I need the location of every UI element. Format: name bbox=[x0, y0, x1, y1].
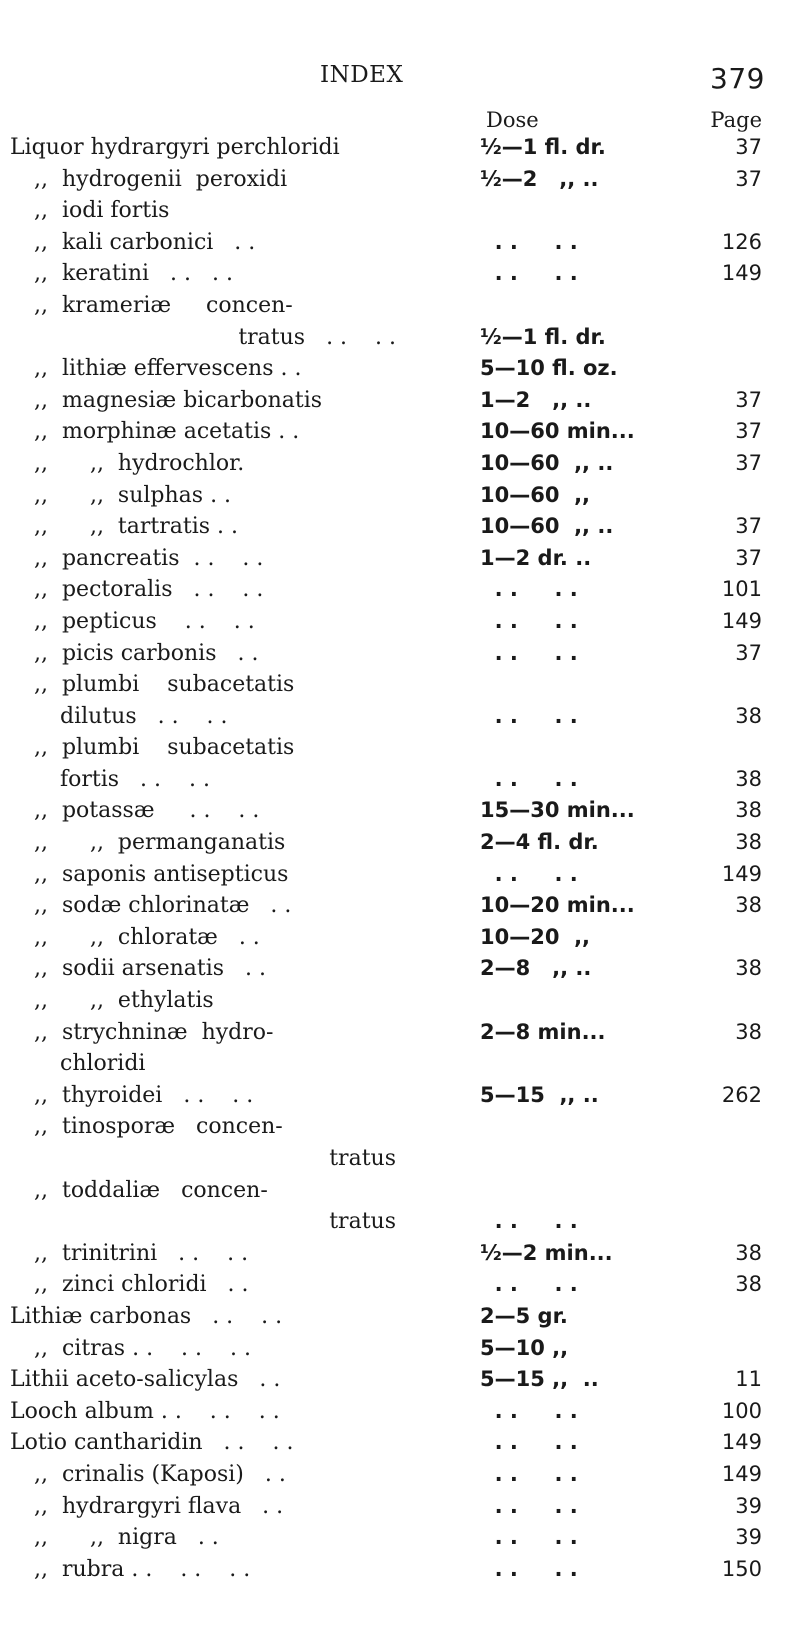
entry-page: 38 bbox=[735, 1019, 762, 1044]
entry-name: ,, pancreatis . . . . bbox=[34, 545, 264, 571]
entry-dose: 10—60 ,, .. bbox=[480, 450, 614, 475]
entry-page: 37 bbox=[735, 514, 762, 539]
entry-dose: . . . . bbox=[480, 1398, 578, 1423]
entry-name: ,, crinalis (Kaposi) . . bbox=[34, 1461, 286, 1487]
entry-dose: . . . . bbox=[480, 766, 578, 791]
index-row bbox=[0, 448, 800, 480]
entry-name: ,, plumbi subacetatis bbox=[34, 735, 295, 761]
entry-page: 38 bbox=[735, 1240, 762, 1265]
entry-name: ,, zinci chloridi . . bbox=[34, 1272, 249, 1298]
entry-name: ,, rubra . . . . . . bbox=[34, 1556, 251, 1582]
entry-dose: . . . . bbox=[480, 577, 578, 602]
index-row bbox=[0, 1238, 800, 1270]
entry-page: 37 bbox=[735, 450, 762, 475]
entry-dose: . . . . bbox=[480, 1461, 578, 1486]
index-row bbox=[0, 290, 800, 322]
index-row bbox=[0, 1175, 800, 1207]
entry-dose: 1—2 ,, .. bbox=[480, 387, 592, 412]
entry-page: 38 bbox=[735, 893, 762, 918]
entry-dose: 10—20 ,, bbox=[480, 924, 591, 949]
index-row bbox=[0, 1080, 800, 1112]
entry-name: ,, ,, tartratis . . bbox=[34, 514, 239, 540]
entry-name: ,, pectoralis . . . . bbox=[34, 577, 264, 603]
index-row bbox=[0, 1522, 800, 1554]
entry-dose: 5—15 ,, .. bbox=[480, 1082, 599, 1107]
entry-page: 37 bbox=[735, 419, 762, 444]
entry-page: 262 bbox=[721, 1082, 762, 1107]
index-row bbox=[0, 543, 800, 575]
index-row bbox=[0, 353, 800, 385]
entry-name: ,, tinosporæ concen- bbox=[34, 1114, 283, 1140]
entry-dose: 5—10 fl. oz. bbox=[480, 356, 618, 381]
entry-name: ,, trinitrini . . . . bbox=[34, 1240, 249, 1266]
entry-dose: 2—8 ,, .. bbox=[480, 956, 592, 981]
entry-name: ,, saponis antisepticus bbox=[34, 861, 289, 887]
entry-dose: . . . . bbox=[480, 1556, 578, 1581]
entry-name: ,, strychninæ hydro- bbox=[34, 1019, 274, 1045]
entry-name: ,, magnesiæ bicarbonatis bbox=[34, 387, 323, 413]
entry-name: tratus bbox=[329, 1146, 396, 1171]
index-row bbox=[0, 1206, 800, 1238]
entry-dose: 10—60 ,, .. bbox=[480, 514, 614, 539]
entry-name: ,, krameriæ concen- bbox=[34, 292, 293, 318]
index-row bbox=[0, 1111, 800, 1143]
entry-page: 38 bbox=[735, 956, 762, 981]
entry-name: ,, hydrogenii peroxidi bbox=[34, 166, 288, 192]
entry-name: tratus . . . . bbox=[238, 324, 396, 350]
entry-page: 150 bbox=[721, 1556, 762, 1581]
index-row bbox=[0, 164, 800, 196]
index-row bbox=[0, 764, 800, 796]
entry-name: Lithii aceto-salicylas . . bbox=[10, 1367, 281, 1393]
entry-dose: 10—20 min... bbox=[480, 893, 635, 918]
entry-page: 149 bbox=[721, 1461, 762, 1486]
entry-name: ,, ,, hydrochlor. bbox=[34, 450, 245, 476]
index-row bbox=[0, 701, 800, 733]
entry-dose: . . . . bbox=[480, 1209, 578, 1234]
entry-dose: 15—30 min... bbox=[480, 798, 635, 823]
index-row bbox=[0, 322, 800, 354]
index-row bbox=[0, 795, 800, 827]
entry-name: fortis . . . . bbox=[60, 766, 210, 792]
entry-page: 149 bbox=[721, 861, 762, 886]
entry-name: Liquor hydrargyri perchloridi bbox=[10, 135, 340, 160]
index-row bbox=[0, 1017, 800, 1049]
index-row bbox=[0, 732, 800, 764]
index-row bbox=[0, 1143, 800, 1175]
entry-dose: . . . . bbox=[480, 1272, 578, 1297]
entry-name: ,, ,, nigra . . bbox=[34, 1525, 219, 1551]
index-row bbox=[0, 1459, 800, 1491]
entry-dose: 5—10 ,, bbox=[480, 1335, 569, 1360]
index-row bbox=[0, 1269, 800, 1301]
entry-page: 37 bbox=[735, 545, 762, 570]
index-row bbox=[0, 1048, 800, 1080]
entry-name: ,, keratini . . . . bbox=[34, 261, 233, 287]
entry-dose: . . . . bbox=[480, 1525, 578, 1550]
entry-name: ,, kali carbonici . . bbox=[34, 229, 256, 255]
entry-page: 37 bbox=[735, 166, 762, 191]
entry-name: dilutus . . . . bbox=[60, 703, 228, 729]
entry-page: 37 bbox=[735, 640, 762, 665]
entry-page: 38 bbox=[735, 798, 762, 823]
entry-name: ,, hydrargyri flava . . bbox=[34, 1493, 284, 1519]
entry-page: 11 bbox=[735, 1367, 762, 1392]
entry-dose: . . . . bbox=[480, 640, 578, 665]
index-row bbox=[0, 258, 800, 290]
entry-name: ,, sodii arsenatis . . bbox=[34, 956, 267, 982]
entry-page: 149 bbox=[721, 261, 762, 286]
entry-name: ,, toddaliæ concen- bbox=[34, 1177, 268, 1203]
running-head-title: INDEX bbox=[320, 62, 404, 88]
entry-name: ,, sodæ chlorinatæ . . bbox=[34, 893, 292, 919]
index-row bbox=[0, 574, 800, 606]
entry-name: ,, plumbi subacetatis bbox=[34, 672, 295, 698]
index-row bbox=[0, 385, 800, 417]
entry-dose: 2—5 gr. bbox=[480, 1303, 568, 1328]
entry-dose: ½—1 fl. dr. bbox=[480, 135, 606, 159]
entry-name: Lithiæ carbonas . . . . bbox=[10, 1303, 283, 1329]
entry-dose: ½—2 ,, .. bbox=[480, 166, 599, 191]
index-row bbox=[0, 416, 800, 448]
entry-name: ,, citras . . . . . . bbox=[34, 1335, 251, 1361]
index-row bbox=[0, 132, 800, 164]
entry-name: ,, potassæ . . . . bbox=[34, 798, 260, 824]
index-row bbox=[0, 827, 800, 859]
entry-dose: . . . . bbox=[480, 261, 578, 286]
entry-dose: . . . . bbox=[480, 1430, 578, 1455]
index-row bbox=[0, 1333, 800, 1365]
entry-name: ,, picis carbonis . . bbox=[34, 640, 259, 666]
entry-dose: 10—60 ,, bbox=[480, 482, 591, 507]
index-row bbox=[0, 511, 800, 543]
entry-name: ,, iodi fortis bbox=[34, 198, 170, 224]
index-row bbox=[0, 1491, 800, 1523]
index-row bbox=[0, 195, 800, 227]
entry-dose: 5—15 ,, .. bbox=[480, 1367, 599, 1392]
entry-name: ,, lithiæ effervescens . . bbox=[34, 356, 302, 382]
entry-dose: ½—2 min... bbox=[480, 1240, 613, 1265]
entry-name: Looch album . . . . . . bbox=[10, 1398, 280, 1424]
dose-column-header: Dose bbox=[486, 108, 539, 132]
entry-page: 38 bbox=[735, 1272, 762, 1297]
entry-dose: . . . . bbox=[480, 861, 578, 886]
entry-dose: . . . . bbox=[480, 229, 578, 254]
entry-name: Lotio cantharidin . . . . bbox=[10, 1430, 294, 1456]
entry-page: 126 bbox=[721, 229, 762, 254]
index-row bbox=[0, 1554, 800, 1586]
page-number: 379 bbox=[710, 62, 765, 95]
entry-page: 39 bbox=[735, 1493, 762, 1518]
index-row bbox=[0, 1301, 800, 1333]
index-row bbox=[0, 1364, 800, 1396]
entry-name: ,, morphinæ acetatis . . bbox=[34, 419, 300, 445]
entry-name: tratus bbox=[329, 1209, 396, 1235]
index-row bbox=[0, 1427, 800, 1459]
index-row bbox=[0, 669, 800, 701]
index-row bbox=[0, 890, 800, 922]
entry-dose: 10—60 min... bbox=[480, 419, 635, 444]
index-row bbox=[0, 227, 800, 259]
index-row bbox=[0, 922, 800, 954]
entry-dose: 2—8 min... bbox=[480, 1019, 606, 1044]
entry-dose: 2—4 fl. dr. bbox=[480, 830, 599, 855]
entry-name: ,, pepticus . . . . bbox=[34, 608, 255, 634]
entry-dose: . . . . bbox=[480, 703, 578, 728]
entry-dose: . . . . bbox=[480, 1493, 578, 1518]
entry-page: 149 bbox=[721, 1430, 762, 1455]
page-column-header: Page bbox=[710, 108, 762, 132]
index-row bbox=[0, 480, 800, 512]
index-row bbox=[0, 606, 800, 638]
entry-page: 149 bbox=[721, 608, 762, 633]
entry-name: ,, ,, ethylatis bbox=[34, 988, 214, 1014]
entry-name: ,, ,, permanganatis bbox=[34, 830, 286, 856]
entry-dose: 1—2 dr. .. bbox=[480, 545, 592, 570]
entry-name: ,, ,, chloratæ . . bbox=[34, 924, 260, 950]
index-row bbox=[0, 859, 800, 891]
entry-page: 100 bbox=[721, 1398, 762, 1423]
entry-page: 101 bbox=[721, 577, 762, 602]
entry-name: chloridi bbox=[60, 1051, 146, 1077]
entry-name: ,, thyroidei . . . . bbox=[34, 1082, 254, 1108]
entry-name: ,, ,, sulphas . . bbox=[34, 482, 232, 508]
entry-page: 38 bbox=[735, 830, 762, 855]
entry-page: 38 bbox=[735, 766, 762, 791]
index-row bbox=[0, 953, 800, 985]
entry-page: 38 bbox=[735, 703, 762, 728]
index-row bbox=[0, 985, 800, 1017]
index-entries bbox=[0, 132, 800, 1585]
index-row bbox=[0, 1396, 800, 1428]
entry-page: 37 bbox=[735, 387, 762, 412]
entry-page: 39 bbox=[735, 1525, 762, 1550]
index-row bbox=[0, 638, 800, 670]
entry-dose: ½—1 fl. dr. bbox=[480, 324, 606, 349]
entry-dose: . . . . bbox=[480, 608, 578, 633]
entry-page: 37 bbox=[735, 135, 762, 159]
